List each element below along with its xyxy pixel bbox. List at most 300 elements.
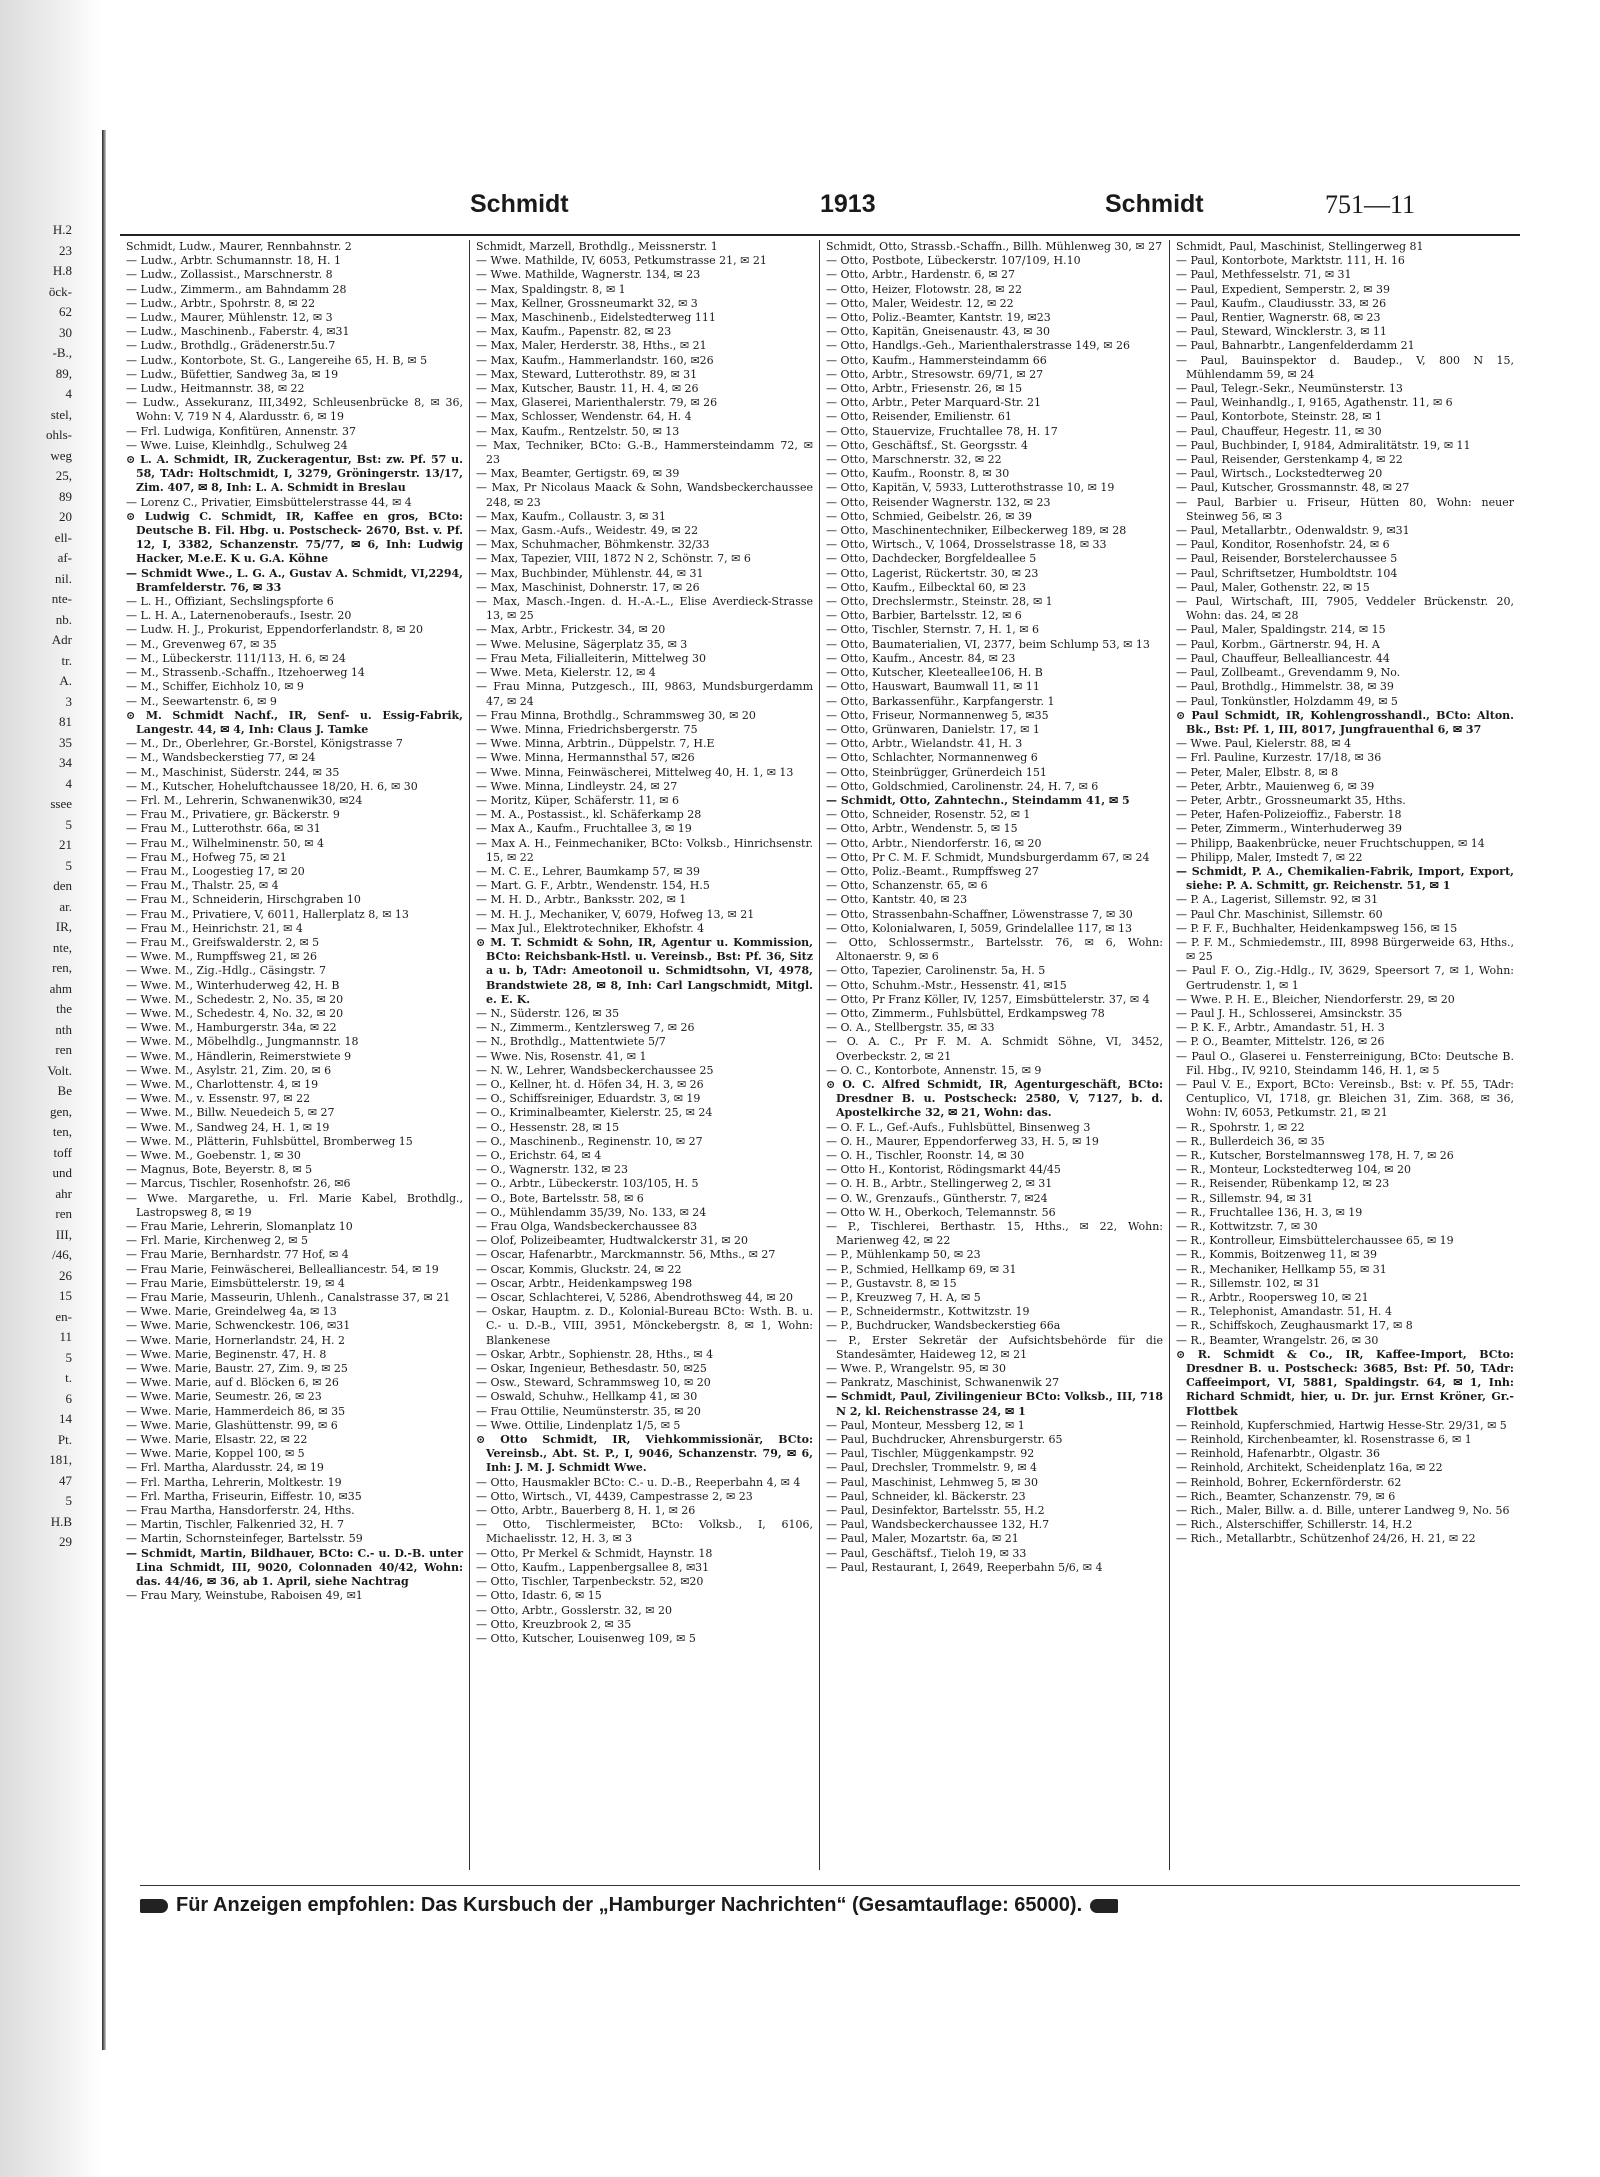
directory-entry: — Wwe. M., Hamburgerstr. 34a, ✉ 22 [126, 1021, 337, 1035]
directory-entry: — Paul, Expedient, Semperstr. 2, ✉ 39 [1176, 282, 1391, 296]
directory-entry: — Wwe. M., Sandweg 24, H. 1, ✉ 19 [126, 1120, 330, 1134]
directory-entry: — Paul, Schneider, kl. Bäckerstr. 23 [826, 1489, 1026, 1503]
directory-entry: — Reinhold, Kupferschmied, Hartwig Hesse-Str. 29/31, ✉ 5 [1176, 1418, 1507, 1432]
fragment-line: ohls- [46, 427, 72, 442]
directory-entry: — Wwe. M., Händlerin, Reimerstwiete 9 [126, 1049, 352, 1063]
directory-entry: — Otto, Tapezier, Carolinenstr. 5a, H. 5 [826, 964, 1046, 978]
directory-entry: — N. W., Lehrer, Wandsbeckerchaussee 25 [476, 1063, 714, 1077]
directory-entry: — Otto, Arbtr., Wielandstr. 41, H. 3 [826, 737, 1023, 751]
directory-entry: — Otto, Schuhm.-Mstr., Hessenstr. 41, ✉15 [826, 978, 1067, 992]
directory-entry: — Max, Steward, Lutterothstr. 89, ✉ 31 [476, 367, 698, 381]
directory-entry: ⊙ Ludwig C. Schmidt, IR, Kaffee en gros, BCto: Deutsche B. Fil. Hbg. u. Postscheck- 2670, Bst. v. Pf. 12, I, 3382, Schanzenstr. 75/77, ✉ 6, Inh: Ludwig Hacker, M.e.E. K u. G.A. Köhne [126, 509, 463, 566]
directory-entry: — Frau Marie, Eimsbüttelerstr. 19, ✉ 4 [126, 1276, 345, 1290]
directory-entry: — Marcus, Tischler, Rosenhofstr. 26, ✉6 [126, 1177, 351, 1191]
directory-entry: — Paul, Chauffeur, Bellealliancestr. 44 [1176, 651, 1390, 665]
directory-entry: — Paul, Zollbeamt., Grevendamm 9, No. [1176, 666, 1401, 680]
directory-entry: — Pankratz, Maschinist, Schwanenwik 27 [826, 1376, 1060, 1390]
directory-entry: — Reinhold, Hafenarbtr., Olgastr. 36 [1176, 1447, 1381, 1461]
directory-entry: — Otto, Strassenbahn-Schaffner, Löwenstrasse 7, ✉ 30 [826, 907, 1133, 921]
directory-entry: — Otto, Arbtr., Niendorferstr. 16, ✉ 20 [826, 836, 1042, 850]
directory-entry: — M., Maschinist, Süderstr. 244, ✉ 35 [126, 765, 340, 779]
directory-entry: — Ludw., Maurer, Mühlenstr. 12, ✉ 3 [126, 311, 333, 325]
directory-entry: — R., Kottwitzstr. 7, ✉ 30 [1176, 1220, 1318, 1234]
fragment-line: ren [55, 1042, 72, 1057]
directory-entry: — Frau Mary, Weinstube, Raboisen 49, ✉1 [126, 1589, 363, 1603]
directory-entry: — R., Mechaniker, Hellkamp 55, ✉ 31 [1176, 1262, 1387, 1276]
fragment-line: 26 [59, 1267, 72, 1283]
directory-entry: — Otto, Kaufm., Roonstr. 8, ✉ 30 [826, 467, 1010, 481]
directory-entry: — Ludw., Kontorbote, St. G., Langereihe 65, H. B, ✉ 5 [126, 353, 428, 367]
directory-entry: ⊙ M. T. Schmidt & Sohn, IR, Agentur u. Kommission, BCto: Reichsbank-Hstl. u. Vereinsb., Bst: Pf. 36, Sitz a u. b, TAdr: Ameotonoil u. Schmidtsohn, VI, 4978, Brandstwiete 28, ✉ 8, Inh: Carl Langschmidt, Mitgl. e. E. K. [476, 935, 813, 1006]
fragment-line: nil. [55, 570, 72, 586]
directory-entry: — Reinhold, Bohrer, Eckernförderstr. 62 [1176, 1475, 1402, 1489]
directory-entry: — Wwe. Marie, Hammerdeich 86, ✉ 35 [126, 1404, 346, 1418]
directory-entry: — Frl. Martha, Lehrerin, Moltkestr. 19 [126, 1475, 342, 1489]
directory-entry: — Frau Minna, Brothdlg., Schrammsweg 30, ✉ 20 [476, 708, 756, 722]
directory-entry: — Otto, Geschäftsf., St. Georgsstr. 4 [826, 438, 1028, 452]
directory-entry: — Otto, Arbtr., Wendenstr. 5, ✉ 15 [826, 822, 1018, 836]
directory-entry: — P. F. F., Buchhalter, Heidenkampsweg 156, ✉ 15 [1176, 921, 1458, 935]
directory-entry: — Otto, Marschnerstr. 32, ✉ 22 [826, 453, 1002, 467]
directory-entry: — O. A. C., Pr F. M. A. Schmidt Söhne, VI, 3452, Overbeckstr. 2, ✉ 21 [826, 1035, 1163, 1063]
directory-entry: — Wwe. Marie, Hornerlandstr. 24, H. 2 [126, 1333, 346, 1347]
directory-entry: — O., Maschinenb., Reginenstr. 10, ✉ 27 [476, 1134, 703, 1148]
pointing-hand-icon [140, 1899, 168, 1913]
directory-entry: — Paul V. E., Export, BCto: Vereinsb., Bst: v. Pf. 55, TAdr: Centuplico, VI, 1718, gr. Bleichen 31, Zim. 368, ✉ 36, Wohn: IV, 6053, Petkumstr. 21, ✉ 21 [1176, 1077, 1514, 1120]
directory-entry: — P., Erster Sekretär der Aufsichtsbehörde für die Standesämter, Haideweg 12, ✉ 21 [826, 1333, 1163, 1361]
book-gutter [102, 130, 106, 2050]
fragment-line: 30 [59, 324, 72, 340]
directory-entry: — Paul, Tonkünstler, Holzdamm 49, ✉ 5 [1176, 694, 1398, 708]
fragment-line: weg [50, 447, 72, 463]
directory-entry: — Philipp, Maler, Imstedt 7, ✉ 22 [1176, 850, 1363, 864]
fragment-line: ten, [52, 1124, 72, 1139]
directory-entry: — Otto, Drechslermstr., Steinstr. 28, ✉ 1 [826, 595, 1053, 609]
directory-entry: — O. A., Stellbergstr. 35, ✉ 33 [826, 1021, 995, 1035]
directory-entry: Schmidt, Paul, Maschinist, Stellingerweg 81 [1176, 240, 1424, 253]
directory-entry: — P. K. F., Arbtr., Amandastr. 51, H. 3 [1176, 1021, 1385, 1035]
directory-entry: — Max, Tapezier, VIII, 1872 N 2, Schönstr. 7, ✉ 6 [476, 552, 751, 566]
directory-entry: — Otto, Goldschmied, Carolinenstr. 24, H. 7, ✉ 6 [826, 779, 1099, 793]
fragment-line: ren [55, 1206, 72, 1221]
fragment-line: 89, [55, 365, 72, 381]
directory-entry: — Oscar, Hafenarbtr., Marckmannstr. 56, Mths., ✉ 27 [476, 1248, 776, 1262]
directory-entry: — Wwe. P., Wrangelstr. 95, ✉ 30 [826, 1362, 1006, 1376]
directory-entry: — Frau Marie, Lehrerin, Slomanplatz 10 [126, 1220, 353, 1234]
directory-entry: ⊙ O. C. Alfred Schmidt, IR, Agenturgeschäft, BCto: Dresdner B. u. Postscheck: 2580, V, 7127, b. d. Apostelkirche 32, ✉ 21, Wohn: das. [826, 1077, 1163, 1120]
directory-entry: — Peter, Arbtr., Grossneumarkt 35, Hths. [1176, 793, 1406, 807]
fragment-line: ell- [54, 529, 72, 545]
directory-entry: — Otto, Hausmakler BCto: C.- u. D.-B., Reeperbahn 4, ✉ 4 [476, 1475, 801, 1489]
directory-entry: — Otto, Arbtr., Peter Marquard-Str. 21 [826, 396, 1042, 410]
directory-entry: — Oskar, Arbtr., Sophienstr. 28, Hths., ✉ 4 [476, 1347, 714, 1361]
directory-entry: — Wwe. Minna, Lindleystr. 24, ✉ 27 [476, 779, 678, 793]
column-3 [820, 240, 1170, 1870]
directory-entry: — Paul, Konditor, Rosenhofstr. 24, ✉ 6 [1176, 538, 1390, 552]
directory-entry: — Frau M., Wilhelminenstr. 50, ✉ 4 [126, 836, 324, 850]
directory-entry: — Otto, Kaufm., Lappenbergsallee 8, ✉31 [476, 1560, 710, 1574]
footer-text: Für Anzeigen empfohlen: Das Kursbuch der „Hamburger Nachrichten“ (Gesamtauflage: 65000). [176, 1894, 1083, 1916]
directory-entry: — Wwe. Marie, Schwenckestr. 106, ✉31 [126, 1319, 351, 1333]
directory-entry: — Ludw. H. J., Prokurist, Eppendorferlandstr. 8, ✉ 20 [126, 623, 424, 637]
directory-entry: — Paul, Kontorbote, Marktstr. 111, H. 16 [1176, 254, 1405, 268]
directory-entry: — Frl. Marie, Kirchenweg 2, ✉ 5 [126, 1234, 308, 1248]
directory-entry: — Frau M., Greifswalderstr. 2, ✉ 5 [126, 935, 320, 949]
directory-entry: — M., Schiffer, Eichholz 10, ✉ 9 [126, 680, 304, 694]
directory-entry: — Wwe. Mathilde, Wagnerstr. 134, ✉ 23 [476, 268, 701, 282]
directory-entry: — Otto, Baumaterialien, VI, 2377, beim Schlump 53, ✉ 13 [826, 637, 1150, 651]
directory-entry: — Ludw., Zollassist., Marschnerstr. 8 [126, 268, 333, 282]
fragment-line: 34 [59, 755, 72, 770]
directory-entry: — Reinhold, Kirchenbeamter, kl. Rosenstrasse 6, ✉ 1 [1176, 1433, 1472, 1447]
fragment-line: Volt. [47, 1062, 72, 1078]
directory-entry: — Paul, Maler, Mozartstr. 6a, ✉ 21 [826, 1532, 1019, 1546]
directory-entry: — Peter, Zimmerm., Winterhuderweg 39 [1176, 822, 1402, 836]
directory-entry: — Ludw., Arbtr. Schumannstr. 18, H. 1 [126, 254, 341, 268]
directory-entry: — Paul, Weinhandlg., I, 9165, Agathenstr. 11, ✉ 6 [1176, 396, 1453, 410]
directory-entry: — Wwe. Marie, Glashüttenstr. 99, ✉ 6 [126, 1418, 338, 1432]
directory-entry: — Max, Techniker, BCto: G.-B., Hammersteindamm 72, ✉ 23 [476, 438, 813, 467]
directory-entry: — Otto, Barbier, Bartelsstr. 12, ✉ 6 [826, 609, 1022, 623]
directory-entry: — Oscar, Arbtr., Heidenkampsweg 198 [476, 1276, 693, 1290]
directory-entry: — Magnus, Bote, Beyerstr. 8, ✉ 5 [126, 1163, 313, 1177]
fragment-line: toff [53, 1144, 72, 1160]
directory-entry: — Reinhold, Architekt, Scheidenplatz 16a, ✉ 22 [1176, 1461, 1443, 1475]
directory-entry: — N., Süderstr. 126, ✉ 35 [476, 1006, 620, 1020]
fragment-line: 181, [49, 1452, 72, 1467]
directory-entry: — Otto, Pr Merkel & Schmidt, Haynstr. 18 [476, 1546, 713, 1560]
directory-entry: — Ludw., Zimmerm., am Bahndamm 28 [126, 282, 347, 296]
column-2 [470, 240, 820, 1870]
fragment-line: 14 [59, 1411, 72, 1426]
fragment-line: 5 [65, 1493, 72, 1508]
directory-entry: — Otto, Lagerist, Rückertstr. 30, ✉ 23 [826, 566, 1039, 580]
directory-entry: — P. F. M., Schmiedemstr., III, 8998 Bürgerweide 63, Hths., ✉ 25 [1176, 935, 1514, 964]
directory-entry: — Otto, Kapitän, Gneisenaustr. 43, ✉ 30 [826, 325, 1050, 339]
directory-entry: — Otto H., Kontorist, Rödingsmarkt 44/45 [826, 1163, 1061, 1177]
directory-entry: — Otto, Arbtr., Friesenstr. 26, ✉ 15 [826, 382, 1023, 396]
directory-entry: — Otto, Kapitän, V, 5933, Lutterothstrasse 10, ✉ 19 [826, 481, 1115, 495]
directory-entry: — Max, Kellner, Grossneumarkt 32, ✉ 3 [476, 296, 698, 310]
directory-entry: — Wwe. Luise, Kleinhdlg., Schulweg 24 [126, 438, 348, 452]
directory-entry: — Paul Chr. Maschinist, Sillemstr. 60 [1176, 907, 1383, 921]
fragment-line: Be [57, 1083, 72, 1098]
directory-entry: — O., Schiffsreiniger, Eduardstr. 3, ✉ 19 [476, 1092, 701, 1106]
directory-entry: — Max, Kaufm., Collaustr. 3, ✉ 31 [476, 509, 666, 523]
directory-entry: — Wwe. Minna, Feinwäscherei, Mittelweg 40, H. 1, ✉ 13 [476, 765, 794, 779]
directory-entry: — Frau Minna, Putzgesch., III, 9863, Mundsburgerdamm 47, ✉ 24 [476, 680, 813, 708]
directory-entry: — Oskar, Ingenieur, Bethesdastr. 50, ✉25 [476, 1362, 707, 1376]
directory-entry: Schmidt, Marzell, Brothdlg., Meissnerstr. 1 [476, 240, 718, 253]
fragment-line: 23 [59, 242, 72, 258]
fragment-line: 6 [65, 1390, 72, 1406]
directory-entry: — Paul, Reisender, Borstelerchaussee 5 [1176, 552, 1398, 566]
directory-entry: — Wwe. Ottilie, Lindenplatz 1/5, ✉ 5 [476, 1418, 681, 1432]
directory-entry: — Wwe. M., Asylstr. 21, Zim. 20, ✉ 6 [126, 1063, 332, 1077]
fragment-line: tr. [61, 652, 72, 668]
directory-entry: — M. H. J., Mechaniker, V, 6079, Hofweg 13, ✉ 21 [476, 907, 755, 921]
directory-entry: — R., Reisender, Rübenkamp 12, ✉ 23 [1176, 1177, 1390, 1191]
directory-entry: — Paul, Monteur, Messberg 12, ✉ 1 [826, 1418, 1025, 1432]
directory-entry: — Wwe. M., Zig.-Hdlg., Cäsingstr. 7 [126, 964, 326, 978]
directory-entry: — L. H. A., Laternenoberaufs., Isestr. 20 [126, 609, 352, 623]
directory-entry: — Wwe. Minna, Friedrichsbergerstr. 75 [476, 722, 698, 736]
directory-entry: — Paul, Maschinist, Lehmweg 5, ✉ 30 [826, 1475, 1038, 1489]
pointing-hand-icon [1090, 1899, 1118, 1913]
directory-entry: — P., Mühlenkamp 50, ✉ 23 [826, 1248, 981, 1262]
directory-entry: — O. W., Grenzaufs., Güntherstr. 7, ✉24 [826, 1191, 1048, 1205]
fragment-line: A. [59, 673, 72, 688]
directory-entry: — Paul, Bauinspektor d. Baudep., V, 800 N 15, Mühlendamm 59, ✉ 24 [1176, 353, 1514, 381]
directory-entry: — Max Jul., Elektrotechniker, Ekhofstr. 4 [476, 921, 705, 935]
directory-entry: — Ludw., Maschinenb., Faberstr. 4, ✉31 [126, 325, 350, 339]
directory-entry: — Max, Schuhmacher, Böhmkenstr. 32/33 [476, 538, 710, 552]
directory-entry: — O., Arbtr., Lübeckerstr. 103/105, H. 5 [476, 1177, 699, 1191]
directory-entry: — R., Kontrolleur, Eimsbüttelerchaussee 65, ✉ 19 [1176, 1234, 1454, 1248]
directory-entry: — Otto, Barkassenführ., Karpfangerstr. 1 [826, 694, 1055, 708]
fragment-line: 5 [65, 857, 72, 873]
fragment-line: ssee [50, 796, 72, 811]
directory-entry: — Max A. H., Feinmechaniker, BCto: Volksb., Hinrichsenstr. 15, ✉ 22 [476, 836, 813, 864]
directory-entry: — Paul, Buchbinder, I, 9184, Admiralitätstr. 19, ✉ 11 [1176, 438, 1471, 452]
directory-entry: — Otto, Grünwaren, Danielstr. 17, ✉ 1 [826, 722, 1040, 736]
directory-entry: — N., Zimmerm., Kentzlersweg 7, ✉ 26 [476, 1021, 695, 1035]
directory-entry: — Wwe. M., Goebenstr. 1, ✉ 30 [126, 1149, 301, 1162]
directory-entry: — Ludw., Assekuranz, III,3492, Schleusenbrücke 8, ✉ 36, Wohn: V, 719 N 4, Alardusstr. 6, ✉ 19 [126, 396, 463, 424]
directory-entry: — P. A., Lagerist, Sillemstr. 92, ✉ 31 [1176, 893, 1379, 907]
directory-entry: — Frau M., Hofweg 75, ✉ 21 [126, 850, 287, 864]
directory-entry: — L. H., Offiziant, Sechslingspforte 6 [126, 595, 334, 609]
fragment-line: 5 [65, 1349, 72, 1365]
directory-entry: — M. A., Postassist., kl. Schäferkamp 28 [476, 808, 702, 822]
fragment-line: Adr [51, 632, 72, 647]
fragment-line: H.2 [52, 222, 72, 237]
directory-entry: — P., Schneidermstr., Kottwitzstr. 19 [826, 1305, 1030, 1319]
directory-entry: — O. H., Maurer, Eppendorferweg 33, H. 5, ✉ 19 [826, 1134, 1099, 1148]
header-right-title: Schmidt [1105, 190, 1204, 218]
directory-entry: — Otto, Schlachter, Normannenweg 6 [826, 751, 1038, 765]
fragment-line: 21 [59, 837, 72, 852]
directory-entry: — Wwe. Marie, Elsastr. 22, ✉ 22 [126, 1433, 308, 1447]
directory-entry: — O., Wagnerstr. 132, ✉ 23 [476, 1163, 628, 1177]
directory-entry: — M., Lübeckerstr. 111/113, H. 6, ✉ 24 [126, 651, 346, 665]
directory-entry: — Otto, Stauervize, Fruchtallee 78, H. 17 [826, 424, 1058, 438]
directory-entry: — Wwe. Minna, Arbtrin., Düppelstr. 7, H.E [476, 737, 715, 751]
directory-entry: — M., Strassenb.-Schaffn., Itzehoerweg 14 [126, 666, 365, 680]
directory-entry: — Philipp, Baakenbrücke, neuer Fruchtschuppen, ✉ 14 [1176, 836, 1485, 850]
directory-entry: — R., Fruchtallee 136, H. 3, ✉ 19 [1176, 1205, 1363, 1219]
directory-entry: — M. C. E., Lehrer, Baumkamp 57, ✉ 39 [476, 864, 701, 878]
directory-entry: — Otto, Arbtr., Hardenstr. 6, ✉ 27 [826, 268, 1016, 282]
directory-entry: — Otto, Tischlermeister, BCto: Volksb., I, 6106, Michaelisstr. 12, H. 3, ✉ 3 [476, 1518, 813, 1546]
directory-entry: — Schmidt Wwe., L. G. A., Gustav A. Schmidt, VI,2294, Bramfelderstr. 76, ✉ 33 [126, 566, 463, 594]
directory-entry: — Wwe. M., v. Essenstr. 97, ✉ 22 [126, 1092, 311, 1106]
fragment-line: 25, [55, 468, 72, 483]
directory-entry: — Olof, Polizeibeamter, Hudtwalckerstr 31, ✉ 20 [476, 1234, 749, 1248]
directory-entry: — Paul, Wirtschaft, III, 7905, Veddeler Brückenstr. 20, Wohn: das. 24, ✉ 28 [1176, 595, 1514, 623]
directory-entry: — Ludw., Brothdlg., Grädenerstr.5u.7 [126, 339, 336, 353]
directory-entry: — Schmidt, Paul, Zivilingenieur BCto: Volksb., III, 718 N 2, kl. Reichenstrasse 24, ✉ 1 [826, 1390, 1163, 1418]
directory-entry: — Paul, Steward, Wincklerstr. 3, ✉ 11 [1176, 325, 1387, 339]
directory-entry: — R., Beamter, Wrangelstr. 26, ✉ 30 [1176, 1333, 1379, 1347]
directory-entry: — Max A., Kaufm., Fruchtallee 3, ✉ 19 [476, 822, 692, 836]
page-header [120, 190, 1520, 230]
directory-entry: — Wwe. M., Möbelhdlg., Jungmannstr. 18 [126, 1035, 359, 1049]
directory-entry: — Paul, Wandsbeckerchaussee 132, H.7 [826, 1518, 1050, 1532]
directory-entry: — Otto, Reisender Wagnerstr. 132, ✉ 23 [826, 495, 1051, 509]
directory-entry: — Max, Spaldingstr. 8, ✉ 1 [476, 282, 626, 296]
directory-entry: — Paul, Rentier, Wagnerstr. 68, ✉ 23 [1176, 311, 1381, 325]
directory-entry: — R., Kutscher, Borstelmannsweg 178, H. 7, ✉ 26 [1176, 1149, 1454, 1162]
fragment-line: 29 [59, 1534, 72, 1549]
directory-entry: — Paul, Geschäftsf., Tieloh 19, ✉ 33 [826, 1546, 1027, 1560]
directory-entry: ⊙ M. Schmidt Nachf., IR, Senf- u. Essig-Fabrik, Langestr. 44, ✉ 4, Inh: Claus J. Tamke [126, 708, 463, 736]
directory-entry: — Otto, Idastr. 6, ✉ 15 [476, 1589, 602, 1603]
directory-entry: — P., Gustavstr. 8, ✉ 15 [826, 1276, 957, 1290]
directory-entry: — Max, Maler, Herderstr. 38, Hths., ✉ 21 [476, 339, 707, 353]
directory-entry: — Paul, Kutscher, Grossmannstr. 48, ✉ 27 [1176, 481, 1410, 495]
directory-entry: — M., Dr., Oberlehrer, Gr.-Borstel, Königstrasse 7 [126, 737, 403, 751]
directory-entry: — Otto, Schlossermstr., Bartelsstr. 76, ✉ 6, Wohn: Altonaerstr. 9, ✉ 6 [826, 935, 1163, 964]
directory-entry: — Otto, Schanzenstr. 65, ✉ 6 [826, 879, 988, 893]
header-left-title: Schmidt [470, 190, 569, 218]
directory-entry: — M., Kutscher, Hoheluftchaussee 18/20, H. 6, ✉ 30 [126, 779, 418, 793]
fragment-line: IR, [55, 919, 72, 934]
directory-entry: — Otto, Hauswart, Baumwall 11, ✉ 11 [826, 680, 1040, 694]
fragment-line: nte, [52, 939, 72, 955]
directory-entry: — Martin, Tischler, Falkenried 32, H. 7 [126, 1518, 345, 1532]
directory-entry: — Paul, Bahnarbtr., Langenfelderdamm 21 [1176, 339, 1415, 353]
previous-page-fragment [0, 220, 72, 2100]
fragment-line: Pt. [57, 1431, 72, 1447]
directory-entry: — Frau Ottilie, Neumünsterstr. 35, ✉ 20 [476, 1404, 701, 1418]
directory-entry: — Ludw., Büfettier, Sandweg 3a, ✉ 19 [126, 367, 339, 381]
directory-entry: — Paul, Telegr.-Sekr., Neumünsterstr. 13 [1176, 382, 1403, 396]
directory-entry: — Otto, Poliz.-Beamter, Kantstr. 19, ✉23 [826, 311, 1051, 325]
directory-entry: — Paul, Buchdrucker, Ahrensburgerstr. 65 [826, 1433, 1063, 1447]
fragment-line: nb. [55, 611, 72, 627]
directory-entry: — Otto, Schmied, Geibelstr. 26, ✉ 39 [826, 509, 1032, 523]
directory-entry: — Peter, Hafen-Polizeioffiz., Faberstr. 18 [1176, 808, 1402, 822]
fragment-line: 4 [65, 386, 72, 401]
fragment-line: öck- [48, 283, 72, 299]
directory-entry: — Paul, Korbm., Gärtnerstr. 94, H. A [1176, 637, 1380, 651]
directory-entry: — R., Sillemstr. 102, ✉ 31 [1176, 1276, 1321, 1290]
directory-entry: — M. H. D., Arbtr., Banksstr. 202, ✉ 1 [476, 893, 687, 907]
directory-entry: — Max, Beamter, Gertigstr. 69, ✉ 39 [476, 467, 680, 481]
directory-entry: — R., Kommis, Boitzenweg 11, ✉ 39 [1176, 1248, 1378, 1262]
directory-entry: — P., Kreuzweg 7, H. A, ✉ 5 [826, 1291, 981, 1305]
directory-entry: — Wwe. Marie, Koppel 100, ✉ 5 [126, 1447, 305, 1461]
directory-entry: — Oscar, Kommis, Gluckstr. 24, ✉ 22 [476, 1262, 682, 1276]
directory-entry: — Wwe. Mathilde, IV, 6053, Petkumstrasse 21, ✉ 21 [476, 254, 767, 268]
directory-entry: — Otto, Schneider, Rosenstr. 52, ✉ 1 [826, 808, 1031, 822]
directory-entry: — Otto, Kantstr. 40, ✉ 23 [826, 893, 968, 907]
directory-entry: — O. H., Tischler, Roonstr. 14, ✉ 30 [826, 1149, 1025, 1162]
directory-entry: — Otto, Maschinentechniker, Eilbeckerweg 189, ✉ 28 [826, 524, 1127, 538]
directory-entry: — Mart. G. F., Arbtr., Wendenstr. 154, H.5 [476, 879, 710, 893]
fragment-line: 11 [59, 1329, 72, 1344]
directory-entry: — O., Erichstr. 64, ✉ 4 [476, 1149, 602, 1162]
directory-entry: — Paul, Drechsler, Trommelstr. 9, ✉ 4 [826, 1461, 1038, 1475]
directory-entry: — Otto, Kaufm., Eilbecktal 60, ✉ 23 [826, 580, 1026, 594]
fragment-line: 4 [65, 775, 72, 791]
directory-entry: — Martin, Schornsteinfeger, Bartelsstr. 59 [126, 1532, 363, 1546]
directory-entry: — Frau Meta, Filialleiterin, Mittelweg 30 [476, 651, 706, 665]
fragment-line: 3 [65, 693, 72, 709]
directory-entry: — Frau Olga, Wandsbeckerchaussee 83 [476, 1220, 698, 1234]
directory-entry: — P., Schmied, Hellkamp 69, ✉ 31 [826, 1262, 1017, 1276]
fragment-line: 47 [59, 1472, 72, 1488]
directory-entry: — Paul, Tischler, Müggenkampstr. 92 [826, 1447, 1035, 1461]
directory-entry: — Rich., Beamter, Schanzenstr. 79, ✉ 6 [1176, 1489, 1396, 1503]
directory-entry: ⊙ R. Schmidt & Co., IR, Kaffee-Import, BCto: Dresdner B. u. Postscheck: 3685, Bst: Pf. 50, TAdr: Caffeeimport, VI, 5881, Spaldingstr. 64, ✉ 1, Inh: Richard Schmidt, hier, u. Dr. jur. Ernst Kröner, Gr.-Flottbek [1176, 1347, 1514, 1418]
fragment-line: the [56, 1001, 72, 1016]
directory-entry: — Wwe. Marie, Seumestr. 26, ✉ 23 [126, 1390, 322, 1404]
directory-entry: — Max, Kutscher, Baustr. 11, H. 4, ✉ 26 [476, 382, 699, 396]
directory-entry: — O. C., Kontorbote, Annenstr. 15, ✉ 9 [826, 1063, 1042, 1077]
directory-entry: — Frau M., Heinrichstr. 21, ✉ 4 [126, 921, 303, 935]
directory-entry: — Frau M., Privatiere, V, 6011, Hallerplatz 8, ✉ 13 [126, 907, 409, 921]
directory-entry: — Moritz, Küper, Schäferstr. 11, ✉ 6 [476, 793, 680, 807]
directory-entry: — Max, Maschinenb., Eidelstedterweg 111 [476, 311, 716, 325]
fragment-line: /46, [52, 1247, 72, 1262]
directory-entry: — Wwe. M., Charlottenstr. 4, ✉ 19 [126, 1077, 319, 1091]
directory-entry: — Wwe. Marie, Greindelweg 4a, ✉ 13 [126, 1305, 337, 1319]
directory-entry: — Otto, Poliz.-Beamt., Rumpffsweg 27 [826, 864, 1039, 878]
fragment-line: gen, [49, 1103, 72, 1119]
directory-entry: — Otto, Handlgs.-Geh., Marienthalerstrasse 149, ✉ 26 [826, 339, 1130, 353]
directory-entry: — Frl. M., Lehrerin, Schwanenwik30, ✉24 [126, 793, 363, 807]
directory-entry: — Max, Gasm.-Aufs., Weidestr. 49, ✉ 22 [476, 524, 699, 538]
directory-entry: — Paul O., Glaserei u. Fensterreinigung, BCto: Deutsche B. Fil. Hbg., IV, 9210, Steindamm 146, H. 1, ✉ 5 [1176, 1049, 1514, 1077]
directory-entry: — Wwe. M., Schedestr. 2, No. 35, ✉ 20 [126, 992, 344, 1006]
directory-entry: — Otto, Steinbrügger, Grünerdeich 151 [826, 765, 1047, 779]
entry-columns [120, 240, 1520, 1870]
directory-entry: — Otto, Kaufm., Ancestr. 84, ✉ 23 [826, 651, 1016, 665]
directory-entry: ⊙ L. A. Schmidt, IR, Zuckeragentur, Bst: zw. Pf. 57 u. 58, TAdr: Holtschmidt, I, 3279, Gröningerstr. 13/17, Zim. 407, ✉ 8, Inh: L. A. Schmidt in Breslau [126, 453, 463, 495]
directory-entry: — Frau Marie, Bernhardstr. 77 Hof, ✉ 4 [126, 1248, 349, 1262]
directory-entry: — Otto, Kolonialwaren, I, 5059, Grindelallee 117, ✉ 13 [826, 921, 1133, 935]
directory-entry: — R., Arbtr., Roopersweg 10, ✉ 21 [1176, 1291, 1369, 1305]
directory-entry: — Paul, Barbier u. Friseur, Hütten 80, Wohn: neuer Steinweg 56, ✉ 3 [1176, 495, 1514, 523]
directory-entry: — Otto, Zimmerm., Fuhlsbüttel, Erdkampsweg 78 [826, 1006, 1105, 1020]
directory-entry: — Otto, Kaufm., Hammersteindamm 66 [826, 353, 1047, 367]
directory-entry: — Paul, Schriftsetzer, Humboldtstr. 104 [1176, 566, 1398, 580]
directory-entry: — Oskar, Hauptm. z. D., Kolonial-Bureau BCto: Wsth. B. u. C.- u. D.-B., VIII, 3951, Mönckebergstr. 8, ✉ 1, Wohn: Blankenese [476, 1305, 813, 1347]
directory-entry: — R., Schiffskoch, Zeughausmarkt 17, ✉ 8 [1176, 1319, 1413, 1333]
directory-entry: — M., Seewartenstr. 6, ✉ 9 [126, 694, 277, 708]
column-4 [1170, 240, 1520, 1870]
directory-entry: — Otto, Pr C. M. F. Schmidt, Mundsburgerdamm 67, ✉ 24 [826, 850, 1150, 864]
fragment-line: H.B [50, 1513, 72, 1529]
directory-entry: — Lorenz C., Privatier, Eimsbüttelerstrasse 44, ✉ 4 [126, 495, 412, 509]
directory-entry: — Wwe. Paul, Kielerstr. 88, ✉ 4 [1176, 737, 1352, 751]
directory-entry: — Peter, Arbtr., Mauienweg 6, ✉ 39 [1176, 779, 1375, 793]
directory-entry: ⊙ Otto Schmidt, IR, Viehkommissionär, BCto: Vereinsb., Abt. St. P., I, 9046, Schanzenstr. 79, ✉ 6, Inh: J. M. J. Schmidt Wwe. [476, 1433, 813, 1475]
directory-entry: — Otto, Friseur, Normannenweg 5, ✉35 [826, 708, 1049, 722]
header-year: 1913 [820, 190, 876, 218]
directory-entry: — Paul, Reisender, Gerstenkamp 4, ✉ 22 [1176, 453, 1403, 467]
directory-entry: — Wwe. M., Plätterin, Fuhlsbüttel, Bromberweg 15 [126, 1134, 413, 1148]
directory-entry: — N., Brothdlg., Mattentwiete 5/7 [476, 1035, 666, 1049]
directory-entry: — R., Sillemstr. 94, ✉ 31 [1176, 1191, 1314, 1205]
directory-entry: — Otto, Arbtr., Gosslerstr. 32, ✉ 20 [476, 1603, 672, 1617]
directory-entry: — Wwe. M., Rumpffsweg 21, ✉ 26 [126, 950, 317, 964]
directory-entry: — Paul, Restaurant, I, 2649, Reeperbahn 5/6, ✉ 4 [826, 1560, 1103, 1574]
fragment-line: 5 [65, 816, 72, 832]
directory-entry: — Max, Schlosser, Wendenstr. 64, H. 4 [476, 410, 692, 424]
